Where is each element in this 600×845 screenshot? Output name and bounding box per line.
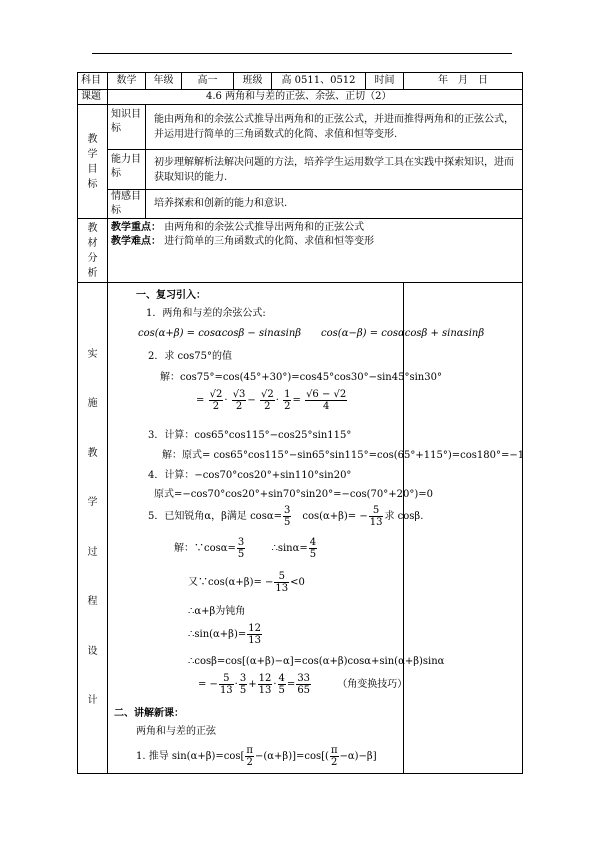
technique-note: （角变换技巧） <box>337 679 408 690</box>
item-2: 2．求 cos75°的值 <box>148 351 233 362</box>
goal-ability-label: 能力目标 <box>108 150 146 190</box>
time-label: 时间 <box>366 73 404 90</box>
topic-value: 4.6 两角和与差的正弦、余弦、正切（2） <box>108 90 523 105</box>
item-5-sol-result: = − $\frac{5}{13}$ · $\frac{3}{5}$ + $\frac{12}{13}$ · $\frac{4}{5}$ = $\frac{33}{65}$ （角变换技巧） <box>198 673 408 696</box>
item-5-sol-sin-sum: ∴sin(α+β)= $\frac{12}{13}$ <box>188 623 261 646</box>
item-5-sol-cos-alpha: 解：∵cosα= $\frac{3}{5}$ ∴sinα= $\frac{4}{5}$ <box>174 537 317 560</box>
analysis-side-label: 教 材 分 析 <box>78 219 108 283</box>
difficulty-text: 进行简单的三角函数式的化简、求值和恒等变形 <box>164 236 375 247</box>
goal-emotion-label: 情感目标 <box>108 190 146 219</box>
item-5-sol-obtuse: ∴α+β为钝角 <box>188 606 246 617</box>
item-2-fraction-line: = $\frac{√2}{2}$ · $\frac{√3}{2}$ − $\frac{√2}{2}$ · $\frac{1}{2}$ = $\frac{√6 - √2}{4}$ <box>196 389 347 412</box>
subject-value: 数学 <box>108 73 146 90</box>
formula-cos-sum-diff: cos(α+β) = cosαcosβ − sinαsinβ cos(α−β) = cosαcosβ + sinαsinβ <box>138 328 485 339</box>
goal-knowledge-label: 知识目标 <box>108 105 146 150</box>
class-label: 班级 <box>234 73 272 90</box>
key-point-label: 教学重点： <box>111 222 161 233</box>
goals-side-label: 教 学 目 标 <box>78 105 108 219</box>
topic-label: 课题 <box>78 90 108 105</box>
item-5-sol-cos-beta: ∴cosβ=cos[(α+β)−α]=cos(α+β)cosα+sin(α+β)sinα <box>188 656 445 667</box>
goal-ability-text: 初步理解解析法解决问题的方法，培养学生运用数学工具在实践中探索知识，进而获取知识的能力. <box>146 150 523 190</box>
item-1: 1．两角和与差的余弦公式: <box>146 308 266 319</box>
header-rule <box>92 53 512 54</box>
item-5: 5．已知锐角α，β满足 cosα= $\frac{3}{5}$ cos(α+β)= − $\frac{5}{13}$ 求 cosβ. <box>148 505 424 528</box>
key-point-text: 由两角和的余弦公式推导出两角和的正弦公式 <box>164 222 365 233</box>
lesson-plan-table <box>77 72 523 774</box>
goal-knowledge-text: 能由两角和的余弦公式推导出两角和的正弦公式，并进而推得两角和的正弦公式，并运用进行简单的三角函数式的化简、求值和恒等变形. <box>146 105 523 150</box>
class-value: 高 0511、0512 <box>272 73 366 90</box>
subject-label: 科目 <box>78 73 108 90</box>
item-3-solution: 解：原式= cos65°cos115°−sin65°sin115°=cos(65°+115°)=cos180°=−1 <box>162 450 525 461</box>
item-4: 4．计算：−cos70°cos20°+sin110°sin20° <box>148 470 352 481</box>
new-lesson-subtitle: 两角和与差的正弦 <box>136 726 216 737</box>
time-value: 年 月 日 <box>404 73 523 90</box>
process-right-column <box>404 283 523 774</box>
grade-label: 年级 <box>146 73 182 90</box>
process-side-label: 实 施 教 学 过 程 设 计 <box>78 283 108 774</box>
item-3: 3．计算：cos65°cos115°−cos25°sin115° <box>148 430 352 441</box>
process-content <box>108 283 525 774</box>
goal-emotion-text: 培养探索和创新的能力和意识. <box>146 190 523 219</box>
grade-value: 高一 <box>182 73 234 90</box>
analysis-cell <box>108 219 523 283</box>
section-new-lesson-title: 二、讲解新课： <box>114 708 184 719</box>
item-2-solution: 解：cos75°=cos(45°+30°)=cos45°cos30°−sin45°sin30° <box>160 372 442 383</box>
item-5-sol-cos-sum: 又∵cos(α+β)= − $\frac{5}{13}$ <0 <box>188 571 305 594</box>
derivation-line: 1. 推导 sin(α+β)=cos[ $\frac{\pi}{2}$ −(α+β)]=cos[( $\frac{\pi}{2}$ −α)−β] <box>136 745 377 768</box>
section-review-title: 一、复习引入： <box>136 290 206 301</box>
difficulty-label: 教学难点： <box>111 236 161 247</box>
item-4-solution: 原式=−cos70°cos20°+sin70°sin20°=−cos(70°+20°)=0 <box>154 489 433 500</box>
